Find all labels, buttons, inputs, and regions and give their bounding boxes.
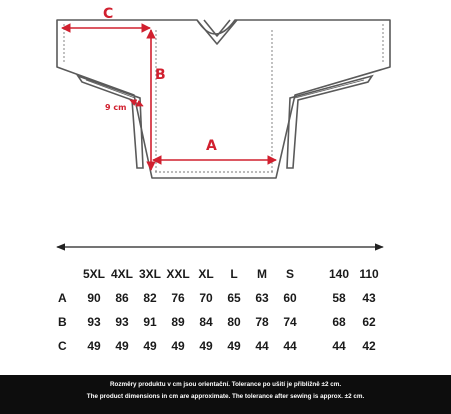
table-cell: 65: [227, 291, 241, 305]
table-header-row: [58, 262, 384, 286]
table-cell: 43: [362, 291, 376, 305]
table-cell: 84: [199, 315, 213, 329]
header-cell: M: [257, 267, 267, 281]
table-cell: 80: [227, 315, 241, 329]
gap-cell: [304, 262, 324, 286]
row-label: C: [58, 339, 67, 353]
table-cell: 93: [87, 315, 101, 329]
header-cell: 110: [359, 267, 379, 281]
header-empty-cell: [58, 262, 80, 286]
table-cell: 93: [115, 315, 129, 329]
table-cell: 60: [283, 291, 297, 305]
table-cell: 49: [143, 339, 157, 353]
table-cell: 44: [255, 339, 269, 353]
sleeve-cuff-left: [78, 76, 143, 168]
jersey-outline: [57, 20, 390, 178]
label-cuff: 9 cm: [105, 103, 127, 112]
gap-cell: [304, 310, 324, 334]
label-a: A: [206, 138, 217, 154]
table-cell: 49: [171, 339, 185, 353]
table-cell: 49: [87, 339, 101, 353]
table-cell: 58: [332, 291, 346, 305]
row-label: A: [58, 291, 67, 305]
table-cell: 63: [255, 291, 269, 305]
size-table: [58, 262, 384, 358]
gap-cell: [304, 334, 324, 358]
header-cell: XL: [198, 267, 214, 281]
table-row: [58, 334, 384, 358]
header-cell: 4XL: [110, 267, 133, 281]
table-row: [58, 310, 384, 334]
table-cell: 62: [362, 315, 376, 329]
table-cell: 74: [283, 315, 297, 329]
table-cell: 44: [332, 339, 346, 353]
header-cell: 140: [328, 267, 350, 281]
table-cell: 82: [143, 291, 157, 305]
header-cell: S: [285, 267, 294, 281]
table-cell: 90: [87, 291, 101, 305]
table-cell: 49: [227, 339, 241, 353]
disclaimer-english: The product dimensions in cm are approximate. The tolerance after sewing is approx. ±2 cm.: [86, 393, 365, 400]
header-cell: L: [230, 267, 238, 281]
label-b: B: [155, 67, 166, 83]
label-c: C: [103, 6, 114, 22]
stitching: [64, 24, 383, 172]
gap-cell: [304, 286, 324, 310]
table-cell: 49: [115, 339, 129, 353]
table-cell: 44: [283, 339, 297, 353]
header-cell: 3XL: [138, 267, 161, 281]
table-cell: 49: [199, 339, 213, 353]
header-cell: XXL: [166, 267, 190, 281]
table-row: [58, 286, 384, 310]
table-cell: 42: [362, 339, 376, 353]
header-cell: 5XL: [82, 267, 105, 281]
disclaimer-footer: [0, 375, 451, 414]
table-cell: 86: [115, 291, 129, 305]
table-cell: 76: [171, 291, 185, 305]
table-cell: 89: [171, 315, 185, 329]
table-cell: 78: [255, 315, 269, 329]
table-cell: 91: [143, 315, 157, 329]
table-cell: 68: [332, 315, 346, 329]
sleeve-cuff-right: [287, 76, 372, 168]
disclaimer-czech: Rozměry produktu v cm jsou orientační. Tolerance po ušití je přibližně ±2 cm.: [109, 381, 342, 388]
row-label: B: [58, 315, 67, 329]
table-cell: 70: [199, 291, 213, 305]
